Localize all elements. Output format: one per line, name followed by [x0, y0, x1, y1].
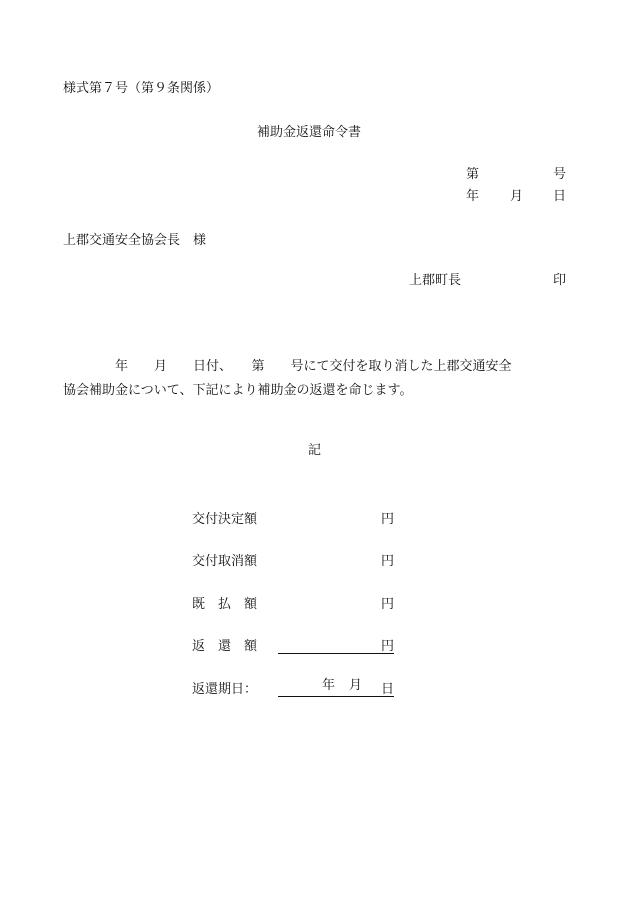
item-label: 既 払 額 [192, 597, 258, 612]
number-prefix: 第 [466, 167, 480, 182]
item-refund-amount [192, 633, 394, 653]
item-due-date [192, 676, 394, 696]
ki-heading: 記 [308, 443, 322, 458]
seal-mark: 印 [553, 273, 567, 288]
body-line-1: 年 月 日付、 第 号にて交付を取り消した上郡交通安全 [63, 359, 512, 374]
body-line-2: 協会補助金について、下記により補助金の返還を命じます。 [63, 383, 413, 398]
item-paid [192, 591, 394, 611]
item-label: 返 還 額 [192, 639, 258, 654]
date-month: 月 [510, 189, 524, 204]
underline [278, 696, 394, 697]
item-grant-cancel [192, 548, 394, 568]
addressee: 上郡交通安全協会長 様 [63, 233, 207, 248]
underline [278, 653, 394, 654]
due-day: 日 [380, 682, 394, 697]
item-unit: 円 [380, 512, 394, 527]
due-year: 年 [322, 678, 336, 693]
number-suffix: 号 [553, 167, 567, 182]
sender: 上郡町長 [409, 273, 462, 288]
form-label: 様式第７号（第９条関係） [63, 81, 220, 96]
item-grant-decision [192, 506, 394, 526]
item-unit: 円 [380, 639, 394, 654]
item-label: 返還期日： [192, 682, 258, 697]
item-label: 交付取消額 [192, 554, 258, 569]
document-title: 補助金返還命令書 [257, 125, 362, 140]
item-unit: 円 [380, 554, 394, 569]
due-month: 月 [349, 678, 363, 693]
date-year: 年 [466, 189, 480, 204]
item-label: 交付決定額 [192, 512, 258, 527]
date-day: 日 [553, 189, 567, 204]
body-paragraph [63, 355, 568, 403]
item-unit: 円 [380, 597, 394, 612]
